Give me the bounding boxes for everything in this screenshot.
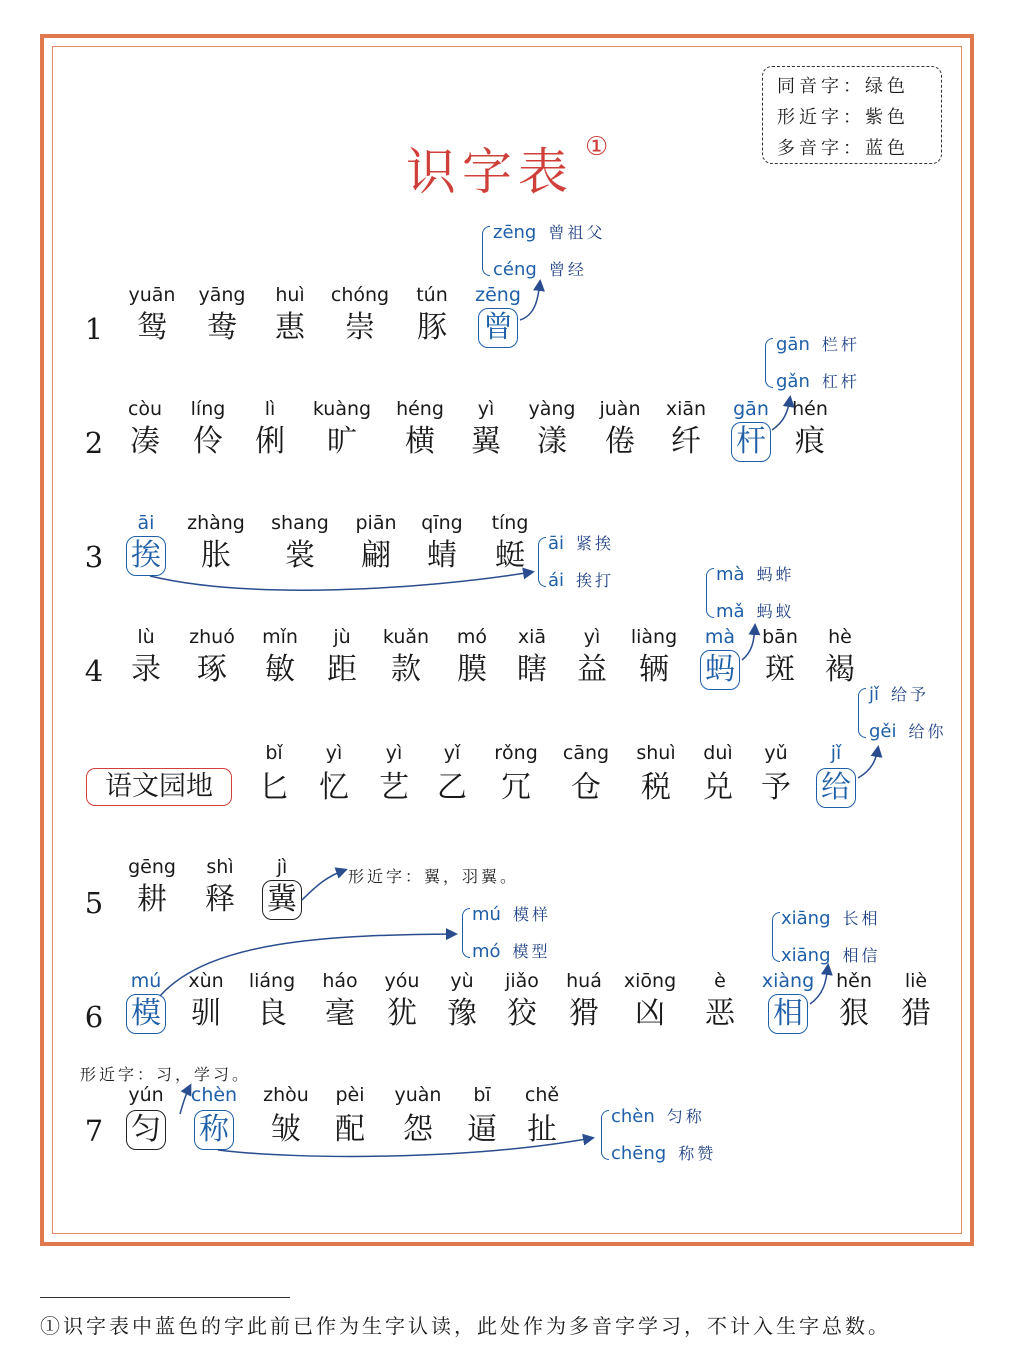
hanzi-character: 匕 [259, 770, 289, 805]
legend-similar-shape: 形近字：紫色 [777, 107, 909, 128]
pinyin: xiàng [761, 970, 815, 992]
pinyin: yuān [128, 284, 176, 306]
pinyin: juàn [599, 398, 641, 420]
pinyin: gēng [128, 856, 176, 878]
hanzi-character: 惠 [275, 310, 305, 345]
hanzi-character: 斑 [765, 652, 795, 687]
pinyin: mó [456, 626, 488, 648]
hanzi-character: 胀 [201, 538, 231, 573]
hanzi-character: 乙 [437, 770, 467, 805]
pinyin: tún [416, 284, 448, 306]
hanzi-character: 蚂 [705, 652, 735, 687]
hanzi-character: 良 [257, 996, 287, 1031]
note-ma-2: mǎ 蚂蚁 [716, 601, 795, 622]
hanzi-character: 鸳 [137, 310, 167, 345]
hanzi-character: 匀 [131, 1112, 161, 1147]
hanzi-character: 耕 [137, 882, 167, 917]
pinyin: mú [130, 970, 162, 992]
pinyin: kuàng [312, 398, 372, 420]
note-mu-2: mó 模型 [472, 941, 551, 962]
pinyin: tíng [491, 512, 529, 534]
row-number: 6 [84, 1000, 104, 1034]
note-ji-1: jǐ 给予 [869, 684, 930, 705]
pinyin: còu [127, 398, 163, 420]
note-zeng-1: zēng 曾祖父 [493, 222, 606, 243]
title-footnote-mark: ① [585, 132, 609, 162]
pinyin: xiōng [623, 970, 677, 992]
hanzi-character: 录 [131, 652, 161, 687]
note-chen-1: chèn 匀称 [611, 1106, 705, 1127]
row-number: 7 [84, 1114, 104, 1148]
pinyin: qīng [421, 512, 463, 534]
hanzi-character: 崇 [345, 310, 375, 345]
pinyin: mà [704, 626, 736, 648]
hanzi-character: 翩 [361, 538, 391, 573]
pinyin: yāng [198, 284, 246, 306]
hanzi-character: 漾 [537, 424, 567, 459]
pinyin: è [714, 970, 726, 992]
legend-homophone: 同音字：绿色 [777, 76, 909, 97]
side-note-xi: 形近字：习，学习。 [80, 1065, 252, 1084]
hanzi-character: 翼 [471, 424, 501, 459]
pinyin: zēng [475, 284, 521, 306]
pinyin: kuǎn [382, 626, 430, 648]
pinyin: chě [524, 1084, 560, 1106]
hanzi-character: 猾 [569, 996, 599, 1031]
hanzi-character: 蜻 [427, 538, 457, 573]
hanzi-character: 税 [641, 770, 671, 805]
hanzi-character: 配 [335, 1112, 365, 1147]
pinyin: yù [450, 970, 474, 992]
hanzi-character: 狠 [839, 996, 869, 1031]
hanzi-character: 旷 [327, 424, 357, 459]
section-label-yuwen-yuandi: 语文园地 [86, 768, 232, 806]
pinyin: hén [792, 398, 828, 420]
hanzi-character: 相 [773, 996, 803, 1031]
hanzi-character: 犹 [387, 996, 417, 1031]
pinyin: zhàng [187, 512, 245, 534]
hanzi-character: 怨 [403, 1112, 433, 1147]
pinyin: jì [276, 856, 288, 878]
pinyin: shuì [636, 742, 676, 764]
pinyin: chóng [330, 284, 390, 306]
hanzi-character: 狡 [507, 996, 537, 1031]
hanzi-character: 杆 [736, 424, 766, 459]
brace [601, 1110, 609, 1160]
pinyin: jù [333, 626, 351, 648]
pinyin: héng [396, 398, 444, 420]
pinyin: shì [206, 856, 234, 878]
legend-polyphone: 多音字：蓝色 [777, 138, 909, 159]
hanzi-character: 逼 [467, 1112, 497, 1147]
pinyin: liáng [248, 970, 296, 992]
pinyin: mǐn [262, 626, 298, 648]
pinyin: yǐ [443, 742, 461, 764]
hanzi-character: 忆 [319, 770, 349, 805]
pinyin: shang [271, 512, 329, 534]
hanzi-character: 辆 [639, 652, 669, 687]
brace [765, 338, 773, 388]
hanzi-character: 模 [131, 996, 161, 1031]
pinyin: yún [128, 1084, 164, 1106]
hanzi-character: 琢 [197, 652, 227, 687]
pinyin: háo [322, 970, 358, 992]
brace [858, 688, 866, 738]
hanzi-character: 豫 [447, 996, 477, 1031]
pinyin: xiān [665, 398, 707, 420]
hanzi-character: 益 [577, 652, 607, 687]
note-mu-1: mú 模样 [472, 904, 551, 925]
note-gan-2: gǎn 杠杆 [776, 371, 860, 392]
note-ma-1: mà 蚂蚱 [716, 564, 795, 585]
note-xiang-1: xiāng 长相 [781, 908, 881, 929]
footnote-divider [40, 1297, 290, 1298]
pinyin: rǒng [494, 742, 538, 764]
pinyin: hěn [836, 970, 872, 992]
hanzi-character: 兑 [703, 770, 733, 805]
pinyin: cāng [562, 742, 610, 764]
pinyin: huá [566, 970, 602, 992]
note-ai-2: ái 挨打 [548, 570, 615, 591]
note-gan-1: gān 栏杆 [776, 334, 860, 355]
brace [706, 568, 714, 618]
row-number: 1 [84, 312, 104, 346]
row-number: 2 [84, 426, 104, 460]
hanzi-character: 仓 [571, 770, 601, 805]
hanzi-character: 猎 [901, 996, 931, 1031]
pinyin: líng [190, 398, 226, 420]
pinyin: duì [703, 742, 733, 764]
hanzi-character: 给 [821, 770, 851, 805]
pinyin: jǐ [830, 742, 842, 764]
hanzi-character: 曾 [483, 310, 513, 345]
hanzi-character: 恶 [705, 996, 735, 1031]
page-title: 识字表 [406, 143, 574, 201]
pinyin: jiǎo [505, 970, 539, 992]
hanzi-character: 凑 [130, 424, 160, 459]
pinyin: yì [325, 742, 343, 764]
hanzi-character: 距 [327, 652, 357, 687]
brace [772, 912, 780, 962]
footnote: ①识字表中蓝色的字此前已作为生字认读，此处作为多音字学习，不计入生字总数。 [40, 1314, 891, 1338]
pinyin: yì [583, 626, 601, 648]
pinyin: yuàn [394, 1084, 442, 1106]
pinyin: lù [137, 626, 155, 648]
brace [482, 226, 490, 276]
row-number: 4 [84, 654, 104, 688]
pinyin: zhòu [263, 1084, 309, 1106]
note-chen-2: chēng 称赞 [611, 1143, 717, 1164]
pinyin: lì [264, 398, 276, 420]
pinyin: chèn [190, 1084, 238, 1106]
pinyin: hè [828, 626, 852, 648]
pinyin: yàng [528, 398, 576, 420]
hanzi-character: 凶 [635, 996, 665, 1031]
hanzi-character: 释 [205, 882, 235, 917]
hanzi-character: 款 [391, 652, 421, 687]
pinyin: liè [904, 970, 928, 992]
note-zeng-2: céng 曾经 [493, 259, 587, 280]
pinyin: xùn [188, 970, 224, 992]
brace [462, 908, 470, 958]
hanzi-character: 予 [761, 770, 791, 805]
hanzi-character: 豚 [417, 310, 447, 345]
pinyin: bān [762, 626, 798, 648]
note-ji-2: gěi 给你 [869, 721, 947, 742]
note-xiang-2: xiāng 相信 [781, 945, 881, 966]
hanzi-character: 鸯 [207, 310, 237, 345]
hanzi-character: 挨 [131, 538, 161, 573]
pinyin: bǐ [265, 742, 283, 764]
hanzi-character: 敏 [265, 652, 295, 687]
pinyin: zhuó [189, 626, 235, 648]
pinyin: bī [473, 1084, 491, 1106]
hanzi-character: 横 [405, 424, 435, 459]
pinyin: pèi [335, 1084, 365, 1106]
pinyin: gān [733, 398, 769, 420]
hanzi-character: 纤 [671, 424, 701, 459]
row-number: 5 [84, 886, 104, 920]
row-number: 3 [84, 540, 104, 574]
pinyin: liàng [630, 626, 678, 648]
pinyin: yì [385, 742, 403, 764]
hanzi-character: 倦 [605, 424, 635, 459]
side-note-yi: 形近字：翼，羽翼。 [348, 867, 520, 886]
hanzi-character: 瞎 [517, 652, 547, 687]
color-legend [762, 66, 942, 164]
hanzi-character: 冗 [501, 770, 531, 805]
hanzi-character: 裳 [285, 538, 315, 573]
note-ai-1: āi 紧挨 [548, 533, 615, 554]
pinyin: xiā [517, 626, 547, 648]
hanzi-character: 冀 [267, 882, 297, 917]
hanzi-character: 痕 [795, 424, 825, 459]
hanzi-character: 膜 [457, 652, 487, 687]
pinyin: piān [355, 512, 397, 534]
pinyin: yì [477, 398, 495, 420]
hanzi-character: 艺 [379, 770, 409, 805]
hanzi-character: 扯 [527, 1112, 557, 1147]
brace [538, 537, 546, 587]
hanzi-character: 伶 [193, 424, 223, 459]
pinyin: āi [137, 512, 155, 534]
hanzi-character: 称 [199, 1112, 229, 1147]
pinyin: yóu [384, 970, 420, 992]
hanzi-character: 毫 [325, 996, 355, 1031]
hanzi-character: 驯 [191, 996, 221, 1031]
hanzi-character: 俐 [255, 424, 285, 459]
pinyin: huì [275, 284, 305, 306]
pinyin: yǔ [764, 742, 788, 764]
hanzi-character: 褐 [825, 652, 855, 687]
hanzi-character: 蜓 [495, 538, 525, 573]
hanzi-character: 皱 [271, 1112, 301, 1147]
